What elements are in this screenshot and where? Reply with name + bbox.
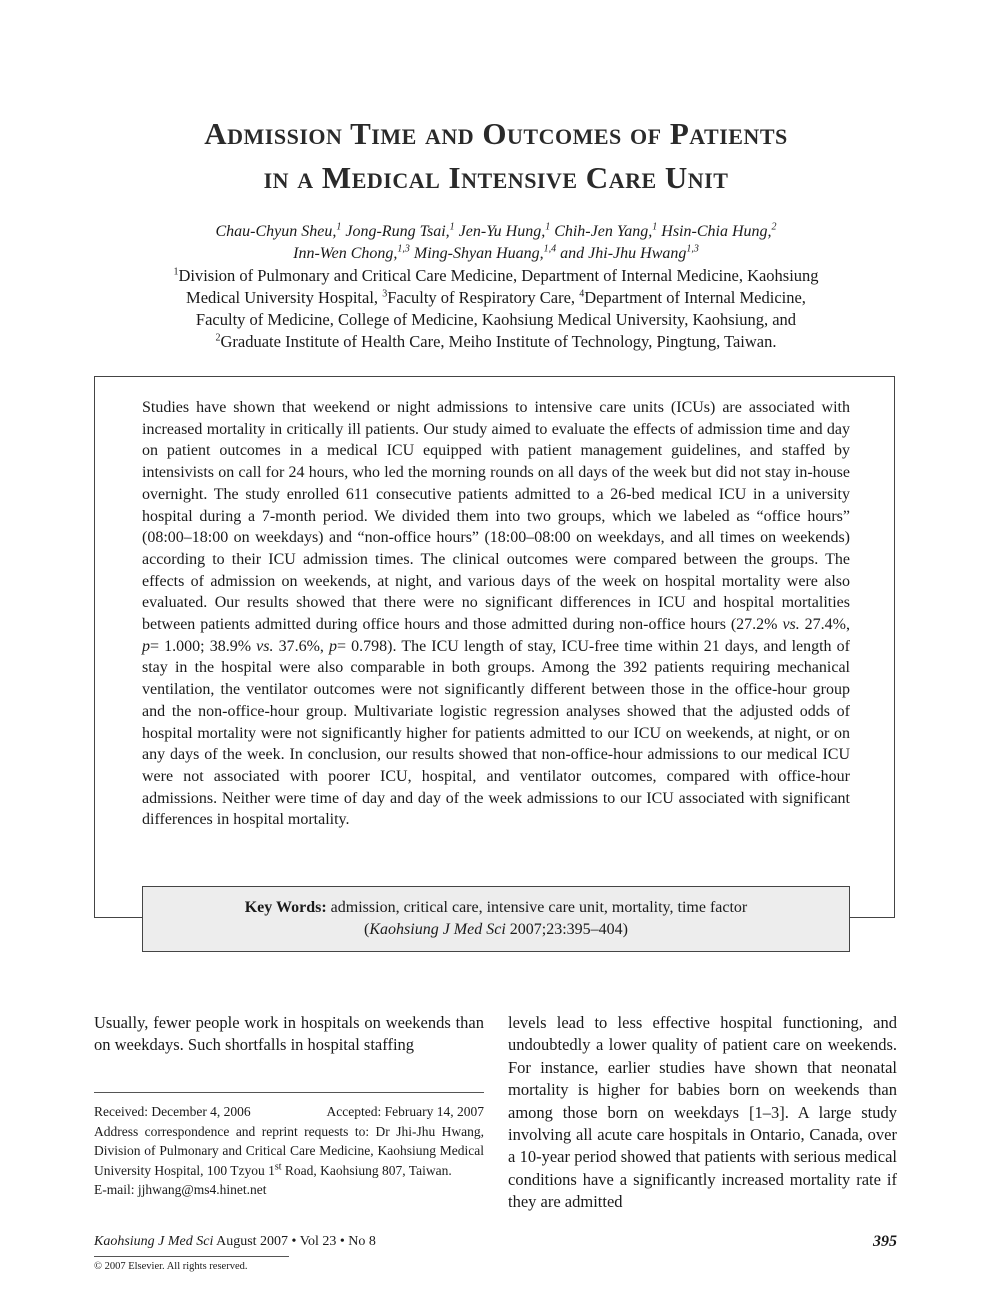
keywords-box bbox=[142, 886, 850, 952]
correspondence-notes bbox=[94, 1102, 484, 1200]
footnote-divider bbox=[94, 1092, 484, 1093]
authors-line-1 bbox=[0, 221, 992, 243]
affiliation-sup: 4 bbox=[579, 288, 585, 300]
affiliation-text: Division of Pulmonary and Critical Care Medicine, Department of Internal Medicine, Kaohsiung bbox=[178, 266, 819, 285]
author-name: Chih-Jen Yang, bbox=[550, 223, 653, 240]
title-line-2: in a Medical Intensive Care Unit bbox=[263, 160, 729, 195]
author-sup: 1 bbox=[449, 221, 455, 233]
affiliation-sup: 2 bbox=[215, 332, 221, 344]
journal-footer bbox=[94, 1234, 376, 1250]
citation-line bbox=[143, 919, 849, 941]
author-list bbox=[0, 221, 992, 265]
address-text bbox=[94, 1122, 484, 1181]
accepted-date: Accepted: February 14, 2007 bbox=[326, 1104, 484, 1119]
footer-divider bbox=[94, 1256, 289, 1257]
abstract-segment: 37.6%, bbox=[273, 637, 330, 655]
address-part: Address correspondence and reprint requests to: Dr Jhi-Jhu Hwang, Division of Pulmonary and Critical Care Medicine, Kaohsiung Medical University Hospital, 100 Tzyou 1 bbox=[94, 1123, 484, 1178]
author-name: and Jhi-Jhu Hwang bbox=[556, 245, 687, 262]
author-name: Jong-Rung Tsai, bbox=[341, 223, 450, 240]
received-date: Received: December 4, 2006 bbox=[94, 1104, 251, 1119]
page-number: 395 bbox=[873, 1233, 897, 1250]
affiliation-line-1 bbox=[0, 265, 992, 287]
keywords-text: admission, critical care, intensive care unit, mortality, time factor bbox=[326, 899, 748, 916]
author-sup: 1 bbox=[336, 221, 342, 233]
affiliation-line-2 bbox=[0, 287, 992, 309]
footer-issue: August 2007 • Vol 23 • No 8 bbox=[213, 1234, 376, 1249]
affiliation-sup: 3 bbox=[382, 288, 388, 300]
affiliation-sup: 1 bbox=[173, 266, 179, 278]
affiliations bbox=[0, 265, 992, 353]
keywords-label: Key Words: bbox=[244, 899, 327, 916]
abstract-italic: p bbox=[142, 637, 150, 655]
author-sup: 1 bbox=[545, 221, 551, 233]
dates-row bbox=[94, 1102, 484, 1122]
citation-text: 2007;23:395–404) bbox=[505, 921, 628, 938]
affiliation-line-4 bbox=[0, 331, 992, 353]
author-name: Jen-Yu Hung, bbox=[454, 223, 546, 240]
author-name: Chau-Chyun Sheu, bbox=[215, 223, 337, 240]
author-sup: 2 bbox=[771, 221, 777, 233]
authors-line-2 bbox=[0, 243, 992, 265]
author-name: Inn-Wen Chong, bbox=[293, 245, 398, 262]
email-text: E-mail: jjhwang@ms4.hinet.net bbox=[94, 1182, 267, 1197]
abstract-italic: vs. bbox=[256, 637, 274, 655]
author-sup: 1,3 bbox=[686, 243, 699, 255]
body-column-right: levels lead to less effective hospital functioning, and undoubtedly a lower quality of patient care on weekends. For instance, earlier studies have shown that neonatal mortality is higher for babies born on weekends than among those born on weekdays [1–3]. A large study involving all acute care hospitals in Ontario, Canada, over a 10-year period showed that patients with serious medical conditions have a significantly increased mortality rate if they are admitted bbox=[508, 1013, 897, 1212]
author-name: Hsin-Chia Hung, bbox=[657, 223, 772, 240]
abstract-segment: 27.4%, bbox=[799, 616, 851, 634]
affiliation-text: Department of Internal Medicine, bbox=[584, 288, 806, 307]
affiliation-text: Graduate Institute of Health Care, Meiho Institute of Technology, Pingtung, Taiwan. bbox=[220, 332, 777, 351]
footer-journal: Kaohsiung J Med Sci bbox=[94, 1234, 214, 1249]
author-sup: 1,3 bbox=[397, 243, 410, 255]
keywords-line bbox=[143, 897, 849, 919]
citation-text: ( bbox=[364, 921, 370, 938]
copyright: © 2007 Elsevier. All rights reserved. bbox=[94, 1261, 248, 1272]
body-column-left: Usually, fewer people work in hospitals on weekends than on weekdays. Such shortfalls in hospital staffing bbox=[94, 1013, 484, 1055]
abstract-segment: = 0.798). The ICU length of stay, ICU-free time within 21 days, and length of stay in the hospital were also comparable in both groups. Among the 392 patients requiring mechanical ventilation, the ventilator outcomes were not significantly different between those in the office-hour group and the non-office-hour group. Multivariate logistic regression analyses showed that the adjusted odds of hospital mortality were not significantly higher for patients admitted to our ICU on weekends, at night, or on any days of the week. In conclusion, our results showed that non-office-hour admissions to our medical ICU were not associated with poorer ICU, hospital, and ventilator outcomes, compared with office-hour admissions. Neither were time of day and day of the week admissions to our ICU associated with significant differences in hospital mortality. bbox=[142, 637, 850, 829]
abstract-italic: p bbox=[329, 637, 338, 655]
author-sup: 1,4 bbox=[543, 243, 557, 255]
citation-journal: Kaohsiung J Med Sci bbox=[369, 921, 506, 938]
author-sup: 1 bbox=[652, 221, 658, 233]
abstract-segment: = 1.000; 38.9% bbox=[150, 637, 257, 655]
abstract-italic: vs. bbox=[782, 616, 800, 634]
address-part: Road, Kaohsiung 807, Taiwan. bbox=[281, 1162, 452, 1178]
abstract-text bbox=[142, 397, 850, 831]
title-line-1: Admission Time and Outcomes of Patients bbox=[204, 116, 788, 151]
author-name: Ming-Shyan Huang, bbox=[409, 245, 544, 262]
affiliation-text: Medical University Hospital, bbox=[186, 288, 383, 307]
address-sup: st bbox=[274, 1161, 282, 1172]
affiliation-text: Faculty of Respiratory Care, bbox=[387, 288, 580, 307]
abstract-segment: Studies have shown that weekend or night admissions to intensive care units (ICUs) are associated with increased mortality in critically ill patients. Our study aimed to evaluate the effects of admission time and day on patient outcomes in a medical ICU equipped with patient management guidelines, and staffed by intensivists on call for 24 hours, who led the morning rounds on all days of the week but did not stay in-house overnight. The study enrolled 611 consecutive patients admitted to a 26-bed medical ICU in a university hospital during a 7-month period. We divided them into two groups, which we labeled as “office hours” (08:00–18:00 on weekdays) and “non-office hours” (18:00–08:00 on weekdays, and all times on weekends) according to their ICU admission times. The clinical outcomes were compared between the groups. The effects of admission on weekends, at night, and various days of the week on hospital mortality were also evaluated. Our results showed that there were no significant differences in ICU and hospital mortalities between patients admitted during office hours and those admitted during non-office hours (27.2% bbox=[142, 399, 850, 634]
affiliation-line-3: Faculty of Medicine, College of Medicine, Kaohsiung Medical University, Kaohsiung, and bbox=[195, 310, 797, 329]
article-title bbox=[0, 112, 992, 200]
